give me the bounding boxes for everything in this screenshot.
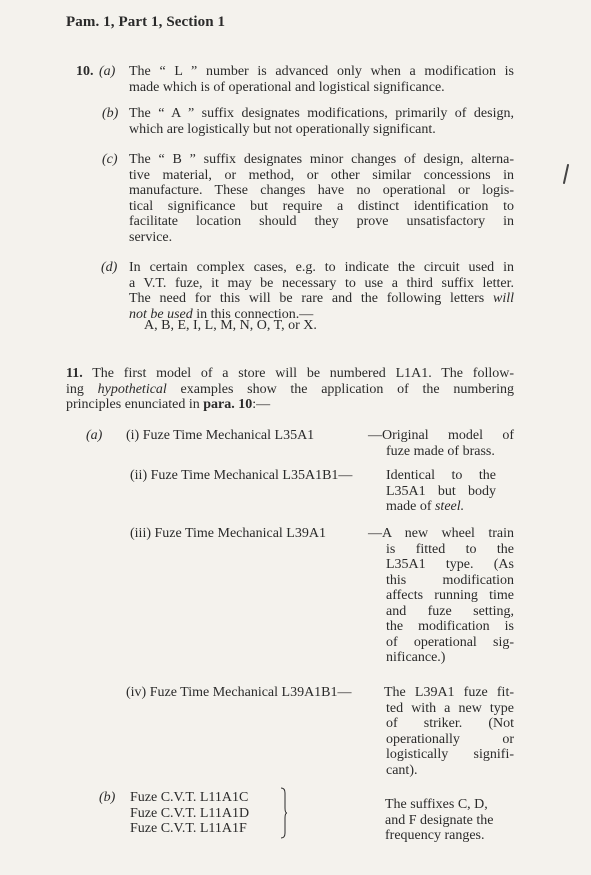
example-iv-desc: ted with a new type of striker. (Not operationally or logistically signifi- cant). bbox=[386, 700, 514, 778]
example-iii-item: (iii) Fuze Time Mechanical L39A1 bbox=[130, 526, 326, 541]
para-10a-text: The “ L ” number is advanced only when a modification is made which is of operational and logistical significance. bbox=[129, 64, 514, 95]
example-ii-item: (ii) Fuze Time Mechanical L35A1B1— bbox=[130, 468, 353, 483]
example-iv-item: (iv) Fuze Time Mechanical L39A1B1— bbox=[126, 685, 352, 700]
para-10c-text: The “ B ” suffix designates minor changes of design, alterna- tive material, or method, or other similar concessions in manufacture. These changes have no operational or logis- tical significance but require a distinct identification to facilitate location should they prove unsatisfactory in service. bbox=[129, 152, 514, 245]
margin-mark-icon bbox=[562, 164, 570, 184]
excluded-letters: A, B, E, I, L, M, N, O, T, or X. bbox=[144, 318, 317, 333]
para-10b-label: (b) bbox=[102, 106, 119, 121]
para-10d-label: (d) bbox=[101, 260, 118, 275]
example-ii-desc-cont: L35A1 but body made of steel. bbox=[386, 483, 496, 514]
right-brace-icon bbox=[280, 787, 287, 839]
example-ii-desc: Identical to the bbox=[386, 468, 496, 483]
para-10b-text: The “ A ” suffix designates modifications, primarily of design, which are logistically but not operationally significant. bbox=[129, 106, 514, 137]
example-iv-desc-first: The L39A1 fuze fit- bbox=[384, 685, 514, 700]
para-10a-label: (a) bbox=[99, 64, 116, 79]
para-10-number: 10. bbox=[76, 64, 94, 79]
para-11-text: 11. The first model of a store will be numbered L1A1. The follow- ing hypothetical examples show the application of the numbering principles enunciated in para. 10:— bbox=[66, 366, 514, 412]
example-iii-desc: —A new wheel train is fitted to the L35A1 type. (As this modification affects running time and fuze setting, the modification is of operational sig- nificance.) bbox=[368, 526, 514, 665]
example-b-desc: The suffixes C, D, and F designate the frequency ranges. bbox=[385, 797, 494, 843]
example-b-items: Fuze C.V.T. L11A1C Fuze C.V.T. L11A1D Fuze C.V.T. L11A1F bbox=[130, 790, 250, 836]
example-i-item: (i) Fuze Time Mechanical L35A1 bbox=[126, 428, 315, 443]
para-10c-label: (c) bbox=[102, 152, 118, 167]
example-a-label: (a) bbox=[86, 428, 103, 443]
example-i-desc: —Original model of fuze made of brass. bbox=[368, 428, 514, 459]
para-10d-text: In certain complex cases, e.g. to indicate the circuit used in a V.T. fuze, it may be necessary to use a third suffix letter. The need for this will be rare and the following letters will not be used in this connection.— bbox=[129, 260, 514, 322]
example-b-label: (b) bbox=[99, 790, 116, 805]
running-header: Pam. 1, Part 1, Section 1 bbox=[66, 14, 226, 30]
